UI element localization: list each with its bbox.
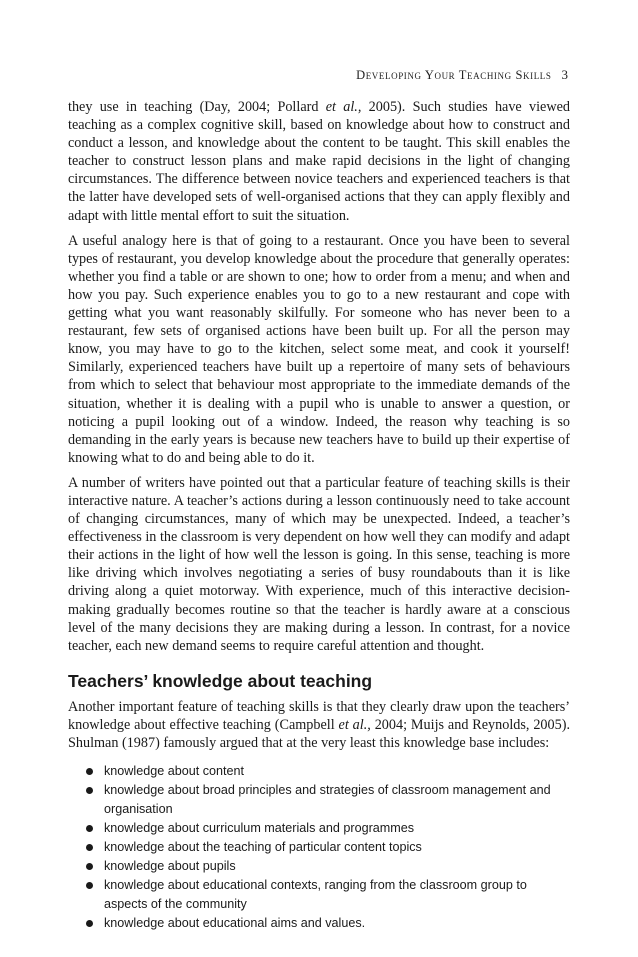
list-item-text: knowledge about content <box>104 764 245 779</box>
paragraph-1-italic: et al., <box>325 99 362 115</box>
bullet-icon <box>86 882 93 889</box>
list-item-text: knowledge about curriculum materials and programmes <box>104 820 415 835</box>
bullet-icon <box>86 768 93 775</box>
list-item <box>68 781 570 817</box>
bullet-icon <box>86 844 93 851</box>
bullet-icon <box>86 863 93 870</box>
paragraph-3: A number of writers have pointed out that a particular feature of teaching skills is their interactive nature. A teacher’s actions during a lesson continuously need to take account of changing circumstances, many of which may be unexpected. Indeed, a teacher’s effectiveness in the classroom is very dependent on how well they can modify and adapt their actions in the light of how well the lesson is going. In this sense, teaching is more like driving which involves negotiating a series of busy roundabouts than it is like driving along a quiet motorway. With experience, much of this interactive decision-making gradually becomes routine so that the teacher is hardly aware at a conscious level of the many decisions they are making during a lesson. In contrast, for a novice teacher, each new demand seems to require careful attention and thought. <box>68 474 570 654</box>
list-item <box>68 857 570 875</box>
section-intro-italic: et al., <box>338 717 371 733</box>
bullet-icon <box>86 920 93 927</box>
list-item <box>68 762 570 780</box>
section-intro <box>68 698 570 752</box>
running-title: Developing Your Teaching Skills <box>356 68 552 82</box>
list-item-text: knowledge about educational aims and values. <box>104 915 366 930</box>
list-item-text: knowledge about broad principles and strategies of classroom management and organisation <box>104 783 551 816</box>
list-item <box>68 838 570 856</box>
page-number: 3 <box>561 67 568 82</box>
section-intro-text-a: Another important feature of teaching skills is that they clearly draw upon the teachers’ knowledge about effective teaching (Campbell <box>68 698 570 733</box>
list-item-text: knowledge about pupils <box>104 859 236 874</box>
list-item <box>68 876 570 912</box>
knowledge-list <box>68 762 570 932</box>
paragraph-2: A useful analogy here is that of going to a restaurant. Once you have been to several types of restaurant, you develop knowledge about the procedure that generally operates: whether you find a table or are shown to one; how to order from a menu; and when and how you pay. Such experience enables you to go to a new restaurant and cope with getting what you want reasonably skilfully. For someone who has never been to a restaurant, few sets of organised actions have been built up. For all the person may know, you may have to go to the kitchen, select some meat, and cook it yourself! Similarly, experienced teachers have built up a repertoire of many sets of behaviours from which to select that behaviour most appropriate to the immediate demands of the situation, whether it is dealing with a pupil who is unable to answer a question, or noticing a pupil looking out of a window. Indeed, the reason why teaching is so demanding in the early years is because new teachers have to build up their expertise of knowing what to do and being able to do it. <box>68 232 570 466</box>
list-item-text: knowledge about educational contexts, ranging from the classroom group to aspects of the community <box>104 878 527 911</box>
paragraph-1-text-a: they use in teaching (Day, 2004; Pollard <box>68 99 326 115</box>
body-text <box>68 98 570 933</box>
bullet-icon <box>86 825 93 832</box>
section-intro-text-c: 2004; Muijs and Reynolds, 2005). Shulman (1987) famously argued that at the very least this knowledge base includes: <box>68 717 570 752</box>
list-item <box>68 914 570 932</box>
paragraph-1-text-c: 2005). Such studies have viewed teaching as a complex cognitive skill, based on knowledge about how to construct and conduct a lesson, and knowledge about the content to be taught. This skill enables the teacher to construct lesson plans and make rapid decisions in the light of changing circumstances. The difference between novice teachers and experienced teachers is that the latter have developed sets of well-organised actions that they can apply flexibly and adapt with little mental effort to suit the situation. <box>68 99 570 224</box>
bullet-icon <box>86 787 93 794</box>
list-item-text: knowledge about the teaching of particular content topics <box>104 840 422 854</box>
running-head <box>68 67 568 83</box>
section-heading: Teachers’ knowledge about teaching <box>68 670 373 691</box>
list-item <box>68 819 570 837</box>
paragraph-1 <box>68 98 570 225</box>
